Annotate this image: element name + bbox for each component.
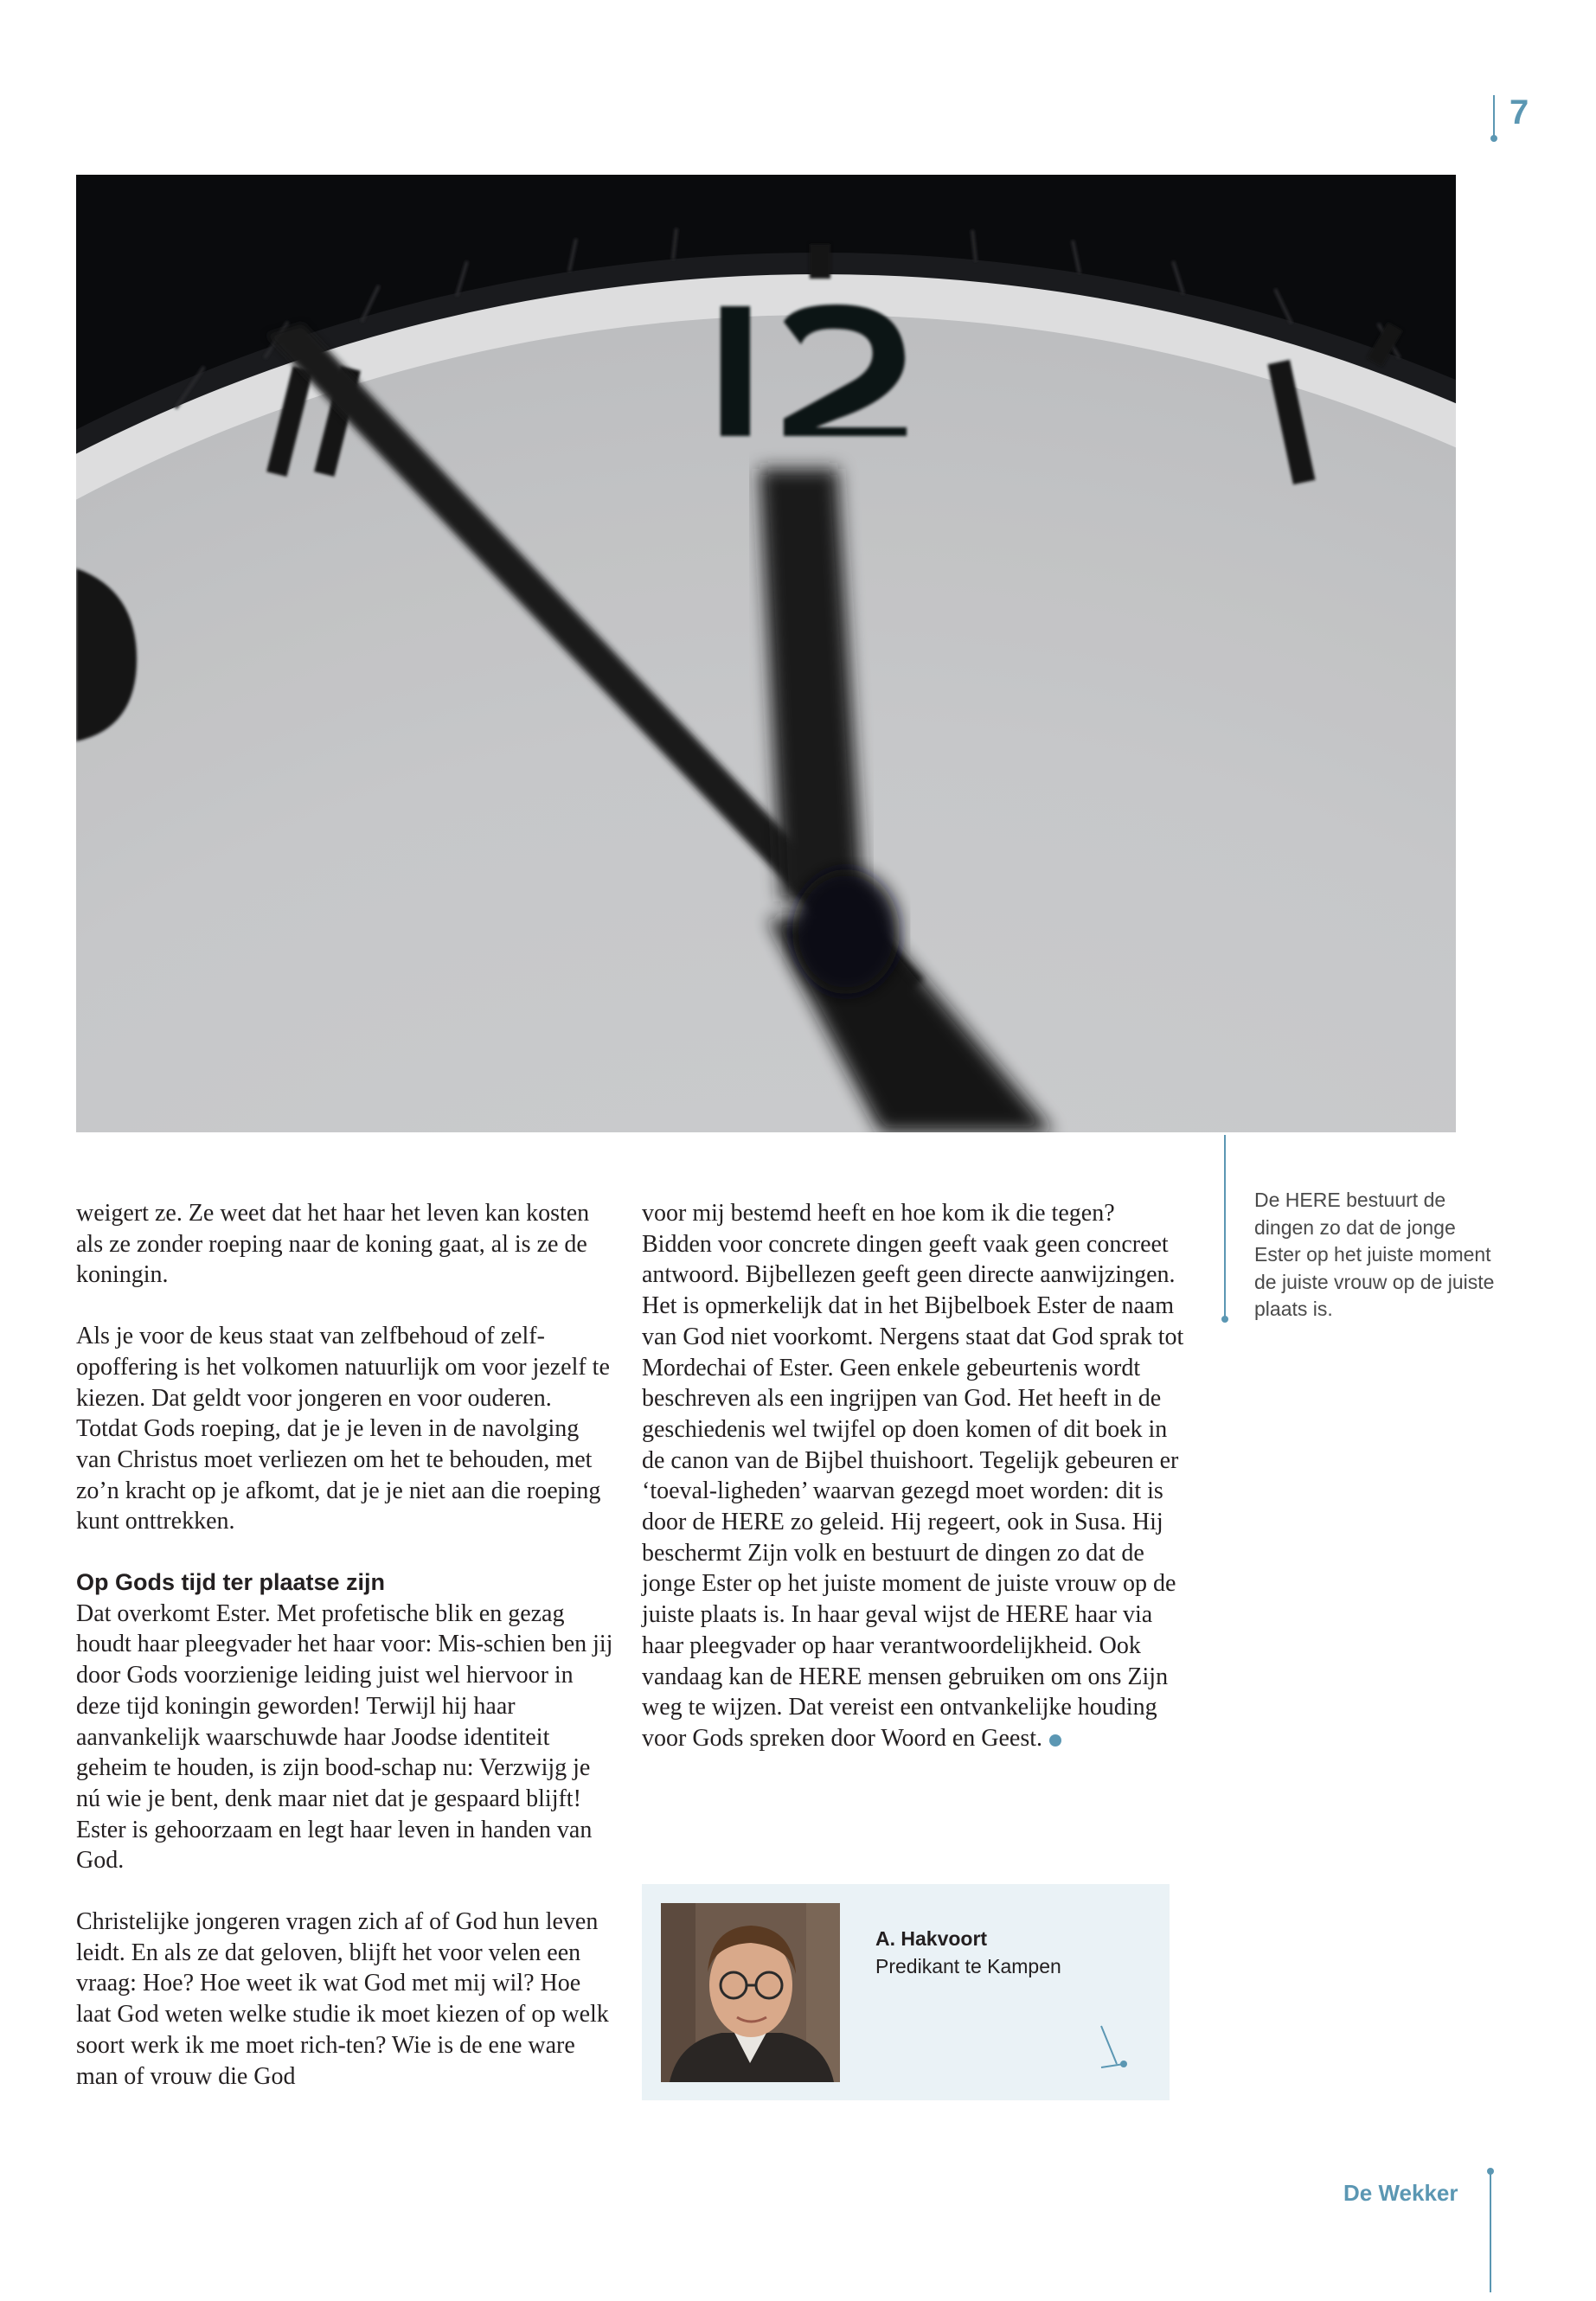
body-paragraph: Dat overkomt Ester. Met profetische blik en gezag houdt haar pleegvader het haar voor: Mis-schien ben jij door Gods voorzienige leiding juist wel hiervoor in deze tijd koningin geworden! Terwijl hij haar aanvankelijk waarschuwde haar Joodse identiteit geheim te houden, is zijn bood-schap nu: Verzwijg je nú wie je bent, denk maar niet dat je gespaard blijft! Ester is gehoorzaam en legt haar leven in handen van God. — [76, 1599, 613, 1875]
page-number: 7 — [1509, 93, 1529, 131]
body-paragraph-final — [642, 1291, 1185, 1754]
section-heading: Op Gods tijd ter plaatse zijn — [76, 1569, 386, 1596]
left-column — [76, 1198, 617, 2092]
pull-quote: De HERE bestuurt de dingen zo dat de jonge Ester op het juiste moment de juiste vrouw op de juiste plaats is. — [1254, 1189, 1495, 1320]
pull-quote-rule — [1224, 1135, 1226, 1319]
body-paragraph-text: Het is opmerkelijk dat in het Bijbelboek Ester de naam van God niet voorkomt. Nergens staat dat God sprak tot Mordechai of Ester. Geen enkele gebeurtenis wordt beschreven als een ingrijpen van God. Het heeft in de geschiedenis wel twijfel op doen komen of dit boek in de canon van de Bijbel thuishoort. Tegelijk gebeuren er ‘toeval-ligheden’ waarvan gezegd moet worden: dit is door de HERE zo geleid. Hij regeert, ook in Susa. Hij beschermt Zijn volk en bestuurt de dingen zo dat de jonge Ester op het juiste moment de juiste vrouw op de juiste plaats is. In haar geval wijst de HERE haar via haar pleegvader op haar verantwoordelijkheid. Ook vandaag kan de HERE mensen gebruiken om ons Zijn weg te wijzen. Dat vereist een ontvankelijke houding voor Gods spreken door Woord en Geest. — [642, 1292, 1184, 1752]
body-paragraph: weigert ze. Ze weet dat het haar het leven kan kosten als ze zonder roeping naar de koning gaat, al is ze de koningin. — [76, 1200, 590, 1289]
brand-name: De Wekker — [1343, 2180, 1458, 2206]
author-portrait — [661, 1903, 840, 2082]
clock-hands-icon — [1098, 2021, 1132, 2073]
body-paragraph: voor mij bestemd heeft en hoe kom ik die tegen? Bidden voor concrete dingen geeft vaak geen concreet antwoord. Bijbellezen geeft geen directe aanwijzingen. — [642, 1200, 1176, 1289]
right-column — [642, 1198, 1185, 1754]
author-role: Predikant te Kampen — [875, 1955, 1061, 1977]
body-paragraph: Als je voor de keus staat van zelfbehoud of zelf-opoffering is het volkomen natuurlijk om voor jezelf te kiezen. Dat geldt voor jongeren en voor ouderen. Totdat Gods roeping, dat je je leven in de navolging van Christus moet verliezen om het te behouden, met zo’n kracht op je afkomt, dat je je niet aan die roeping kunt onttrekken. — [76, 1323, 610, 1535]
author-card — [642, 1884, 1170, 2100]
body-paragraph: Christelijke jongeren vragen zich af of God hun leven leidt. En als ze dat geloven, blijft het voor velen een vraag: Hoe? Hoe weet ik wat God met mij wil? Hoe laat God weten welke studie ik moet kiezen of op welk soort werk ik me moet rich-ten? Wie is de ene ware man of vrouw die God — [76, 1908, 609, 2090]
author-name: A. Hakvoort — [875, 1927, 988, 1950]
end-of-article-dot — [1049, 1734, 1061, 1747]
brand-rule — [1490, 2171, 1491, 2292]
hero-clock-photo — [76, 175, 1456, 1132]
page-number-rule — [1493, 95, 1495, 138]
